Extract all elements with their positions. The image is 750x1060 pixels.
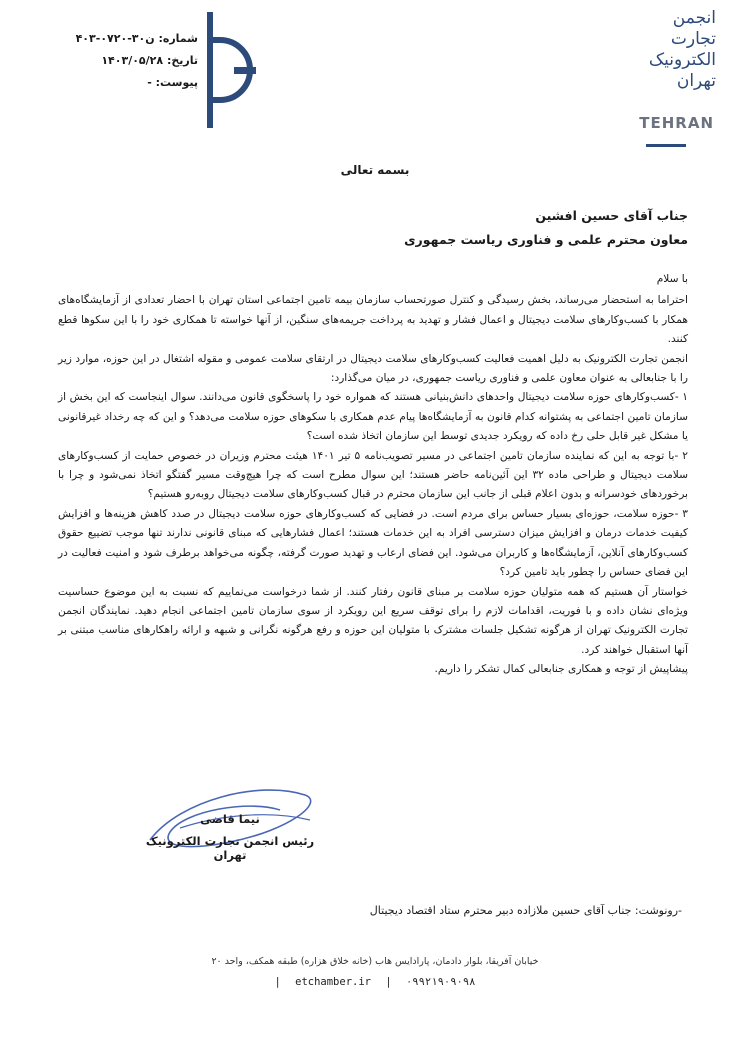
paragraph: انجمن تجارت الکترونیک به دلیل اهمیت فعالیت کسب‌وکارهای سلامت دیجیتال در ارتقای سلامت عمومی و مقوله اشتغال در این حوزه، موارد زیر را با جنابعالی به عنوان معاون علمی و فناوری ریاست جمهوری، در میان می‌گذارد:	[58, 352, 688, 385]
recipient-title: معاون محترم علمی و فناوری ریاست جمهوری	[404, 232, 688, 247]
paragraph: ۱ -کسب‌وکارهای حوزه سلامت دیجیتال واحدهای دانش‌بنیانی هستند که همواره خود را پاسخگوی قانون می‌دانند. سوال اینجاست که این بخش از سازمان تامین اجتماعی به پشتوانه کدام قانون به آزمایشگاه‌ها پیام عدم همکاری با سکوهای حوزه سلامت می‌دهد؟ و این که چه رخداد غیرقانونی یا مشکل غیر قابل حلی رخ داده که رویکرد جدیدی توسط این سازمان اتخاذ شده است؟	[58, 391, 688, 443]
org-latin-name: TEHRAN	[639, 114, 714, 132]
letter-date-row	[58, 50, 198, 72]
org-title-line: انجمن	[672, 8, 716, 28]
org-title-line: الکترونیک	[648, 50, 716, 70]
footer-phone: ۰۹۹۲۱۹۰۹۰۹۸	[405, 976, 476, 988]
letter-body	[58, 270, 688, 680]
meta-label: شماره:	[158, 32, 198, 45]
paragraph: احتراما به استحضار می‌رساند، بخش رسیدگی و کنترل صورتحساب سازمان بیمه تامین اجتماعی استان تهران با احضار تعدادی از آزمایشگاه‌های همکار با کسب‌وکارهای سلامت دیجیتال و اعمال فشار و تهدید به پرداخت جریمه‌های سنگین، از آنها خواسته تا همکاری خود را با این سکوها قطع کنند.	[58, 294, 688, 346]
footer-separator: |	[385, 976, 392, 988]
letter-number: ن۳۰-۰۷۲۰-۴۰۳	[75, 32, 155, 45]
letter-attachment-row	[58, 72, 198, 94]
recipient-name: جناب آقای حسین افشین	[535, 208, 688, 223]
greeting: با سلام	[656, 273, 688, 285]
meta-label: پیوست:	[155, 76, 198, 89]
org-divider	[646, 144, 686, 147]
meta-label: تاریخ:	[166, 54, 198, 67]
signatory-name: نیما قاضی	[200, 812, 260, 826]
signatory-title: رئیس انجمن تجارت الکترونیک تهران	[145, 834, 315, 862]
paragraph: ۳ -حوزه سلامت، حوزه‌ای بسیار حساس برای مردم است. در فضایی که کسب‌وکارهای حوزه سلامت دیجیتال در صدد کاهش هزینه‌ها و افزایش کیفیت خدمات درمان و افزایش میزان دسترسی افراد به این خدمات هستند؛ اعمال فشارهایی که مبنای قانونی ندارند تنها موجب تضییع حقوق کسب‌وکارهای آنلاین، آزمایشگاه‌ها و کاربران می‌شود. این فضای ارعاب و تهدید صورت گرفته، چگونه می‌خواهد برطرف شود و امنیت فعالیت در این فضای حساس را چطور باید تامین کرد؟	[58, 507, 688, 579]
carbon-copy: -رونوشت: جناب آقای حسین ملازاده دبیر محترم ستاد اقتصاد دیجیتال	[369, 904, 682, 917]
org-title	[606, 8, 716, 92]
org-title-line: تهران	[676, 71, 716, 91]
addressee	[88, 204, 688, 252]
e-logo-icon	[206, 12, 258, 128]
signature-block	[140, 770, 320, 890]
letter-date: ۱۴۰۳/۰۵/۲۸	[101, 54, 164, 67]
footer-contact	[0, 976, 750, 988]
letter-meta	[58, 28, 198, 94]
paragraph: پیشاپیش از توجه و همکاری جنابعالی کمال تشکر را داریم.	[434, 663, 688, 676]
paragraph: ۲ -با توجه به این که نماینده سازمان تامین اجتماعی در مسیر تصویب‌نامه ۵ تیر ۱۴۰۱ هیئت محترم وزیران در خصوص حمایت از کسب‌وکارهای سلامت دیجیتال و طراحی ماده ۳۲ این آئین‌نامه حاضر هستند؛ این سوال مطرح است که چرا هیچ‌وقت مسیر گفتگو اتخاذ نمی‌شود و چرا با برخوردهای خودسرانه و بدون اعلام قبلی از جانب این سازمان محترم در قبال کسب‌وکارهای سلامت دیجیتال روبه‌رو هستیم؟	[58, 449, 688, 501]
org-title-line: تجارت	[670, 29, 716, 49]
letter-attachment: -	[147, 76, 152, 89]
footer-address: خیابان آفریقا، بلوار دادمان، پارادایس هاب (خانه خلاق هزاره) طبقه همکف، واحد ۲۰	[211, 956, 539, 967]
footer-separator: |	[274, 976, 281, 988]
paragraph: خواستار آن هستیم که همه متولیان حوزه سلامت بر مبنای قانون رفتار کنند. از شما درخواست می‌نماییم که نسبت به این موضوع حساسیت ویژه‌ای نشان داده و با فوریت، اقدامات لازم را برای توقف سریع این رویکرد از سوی سازمان تامین اجتماعی انجام دهید. نمایندگان انجمن تجارت الکترونیک تهران از هرگونه تشکیل جلسات مشترک با متولیان این حوزه و رفع هرگونه نگرانی و شبهه و ارائه راهکارهای مناسب مبتنی بر آنها استقبال خواهند کرد.	[58, 585, 688, 656]
footer-website[interactable]: etchamber.ir	[295, 976, 371, 988]
bismillah: بسمه تعالی	[340, 163, 410, 177]
letter-number-row	[58, 28, 198, 50]
